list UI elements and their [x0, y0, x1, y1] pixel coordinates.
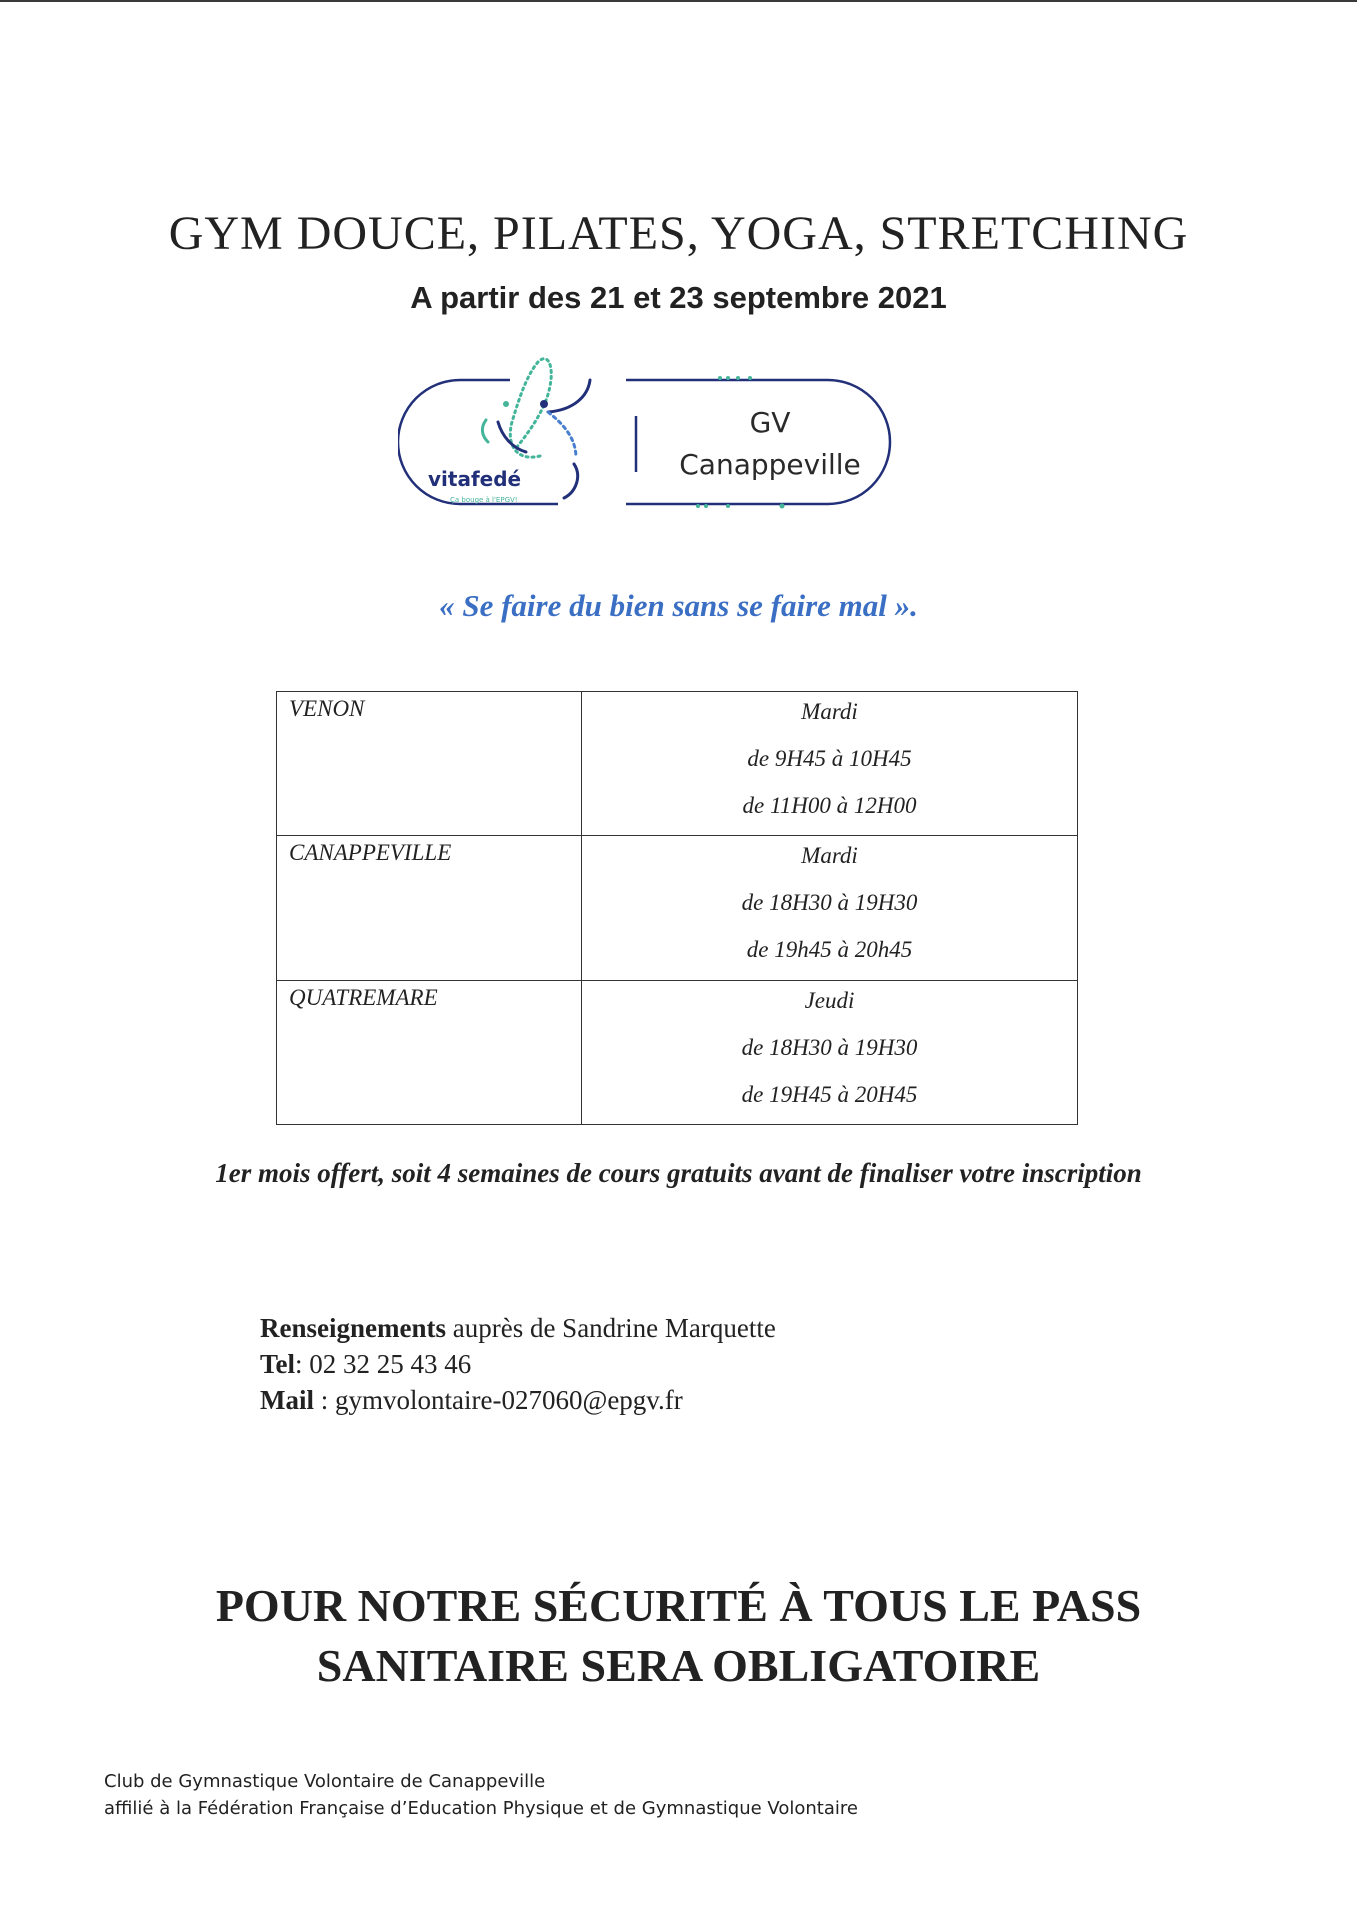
info-value: auprès de Sandrine Marquette — [445, 1313, 776, 1343]
notice-line2: SANITAIRE SERA OBLIGATOIRE — [316, 1640, 1041, 1691]
day-label: Mardi — [801, 699, 858, 724]
notice-line1: POUR NOTRE SÉCURITÉ À TOUS LE PASS — [215, 1580, 1142, 1631]
logo-club-line1: GV — [749, 406, 791, 439]
vitafede-gv-canappeville-logo — [398, 352, 938, 542]
logo-tagline: Ça bouge à l'EPGV! — [450, 496, 518, 504]
tel-value: : 02 32 25 43 46 — [295, 1349, 472, 1379]
page-subtitle-date: A partir des 21 et 23 septembre 2021 — [410, 280, 947, 315]
top-border-line — [0, 0, 1357, 2]
contact-block — [260, 1310, 776, 1418]
logo-frame-right — [626, 380, 890, 504]
motto-quote: « Se faire du bien sans se faire mal ». — [439, 588, 918, 623]
day-label: Jeudi — [804, 987, 855, 1013]
health-pass-notice — [0, 1576, 1357, 1696]
logo-frame-dots — [696, 376, 785, 509]
tel-label: Tel — [260, 1349, 296, 1379]
times-cell — [582, 980, 1078, 1124]
time-slot: de 19H45 à 20H45 — [741, 1081, 918, 1107]
contact-info-line — [260, 1310, 776, 1346]
contact-mail-line — [260, 1382, 776, 1418]
day-label: Mardi — [801, 843, 858, 869]
time-slot: de 18H30 à 19H30 — [741, 1034, 918, 1060]
mail-value: : gymvolontaire-027060@epgv.fr — [314, 1385, 683, 1415]
info-label: Renseignements — [260, 1313, 446, 1343]
table-row — [277, 836, 1078, 980]
time-slot: de 18H30 à 19H30 — [741, 890, 918, 916]
table-row — [277, 980, 1078, 1124]
mail-label: Mail — [260, 1385, 314, 1415]
footer-club-name: Club de Gymnastique Volontaire de Canappeville — [104, 1771, 546, 1792]
time-slot: de 19h45 à 20h45 — [746, 937, 913, 963]
footer-affiliation: affilié à la Fédération Française d’Education Physique et de Gymnastique Volontaire — [104, 1798, 858, 1819]
page-title: GYM DOUCE, PILATES, YOGA, STRETCHING — [168, 207, 1189, 260]
contact-tel-line — [260, 1346, 776, 1382]
times-cell — [582, 836, 1078, 980]
location-cell: QUATREMARE — [277, 980, 582, 1124]
time-slot: de 9H45 à 10H45 — [747, 746, 912, 771]
location-cell: VENON — [277, 692, 582, 836]
table-row — [277, 692, 1078, 836]
times-cell — [582, 692, 1078, 836]
time-slot: de 11H00 à 12H00 — [742, 793, 917, 818]
schedule-table — [276, 691, 1078, 1125]
logo-club-line2: Canappeville — [679, 448, 861, 481]
logo-brand-name: vitafedé — [428, 467, 522, 491]
location-cell: CANAPPEVILLE — [277, 836, 582, 980]
free-month-offer: 1er mois offert, soit 4 semaines de cours gratuits avant de finaliser votre inscription — [215, 1158, 1142, 1188]
footer — [104, 1768, 858, 1822]
